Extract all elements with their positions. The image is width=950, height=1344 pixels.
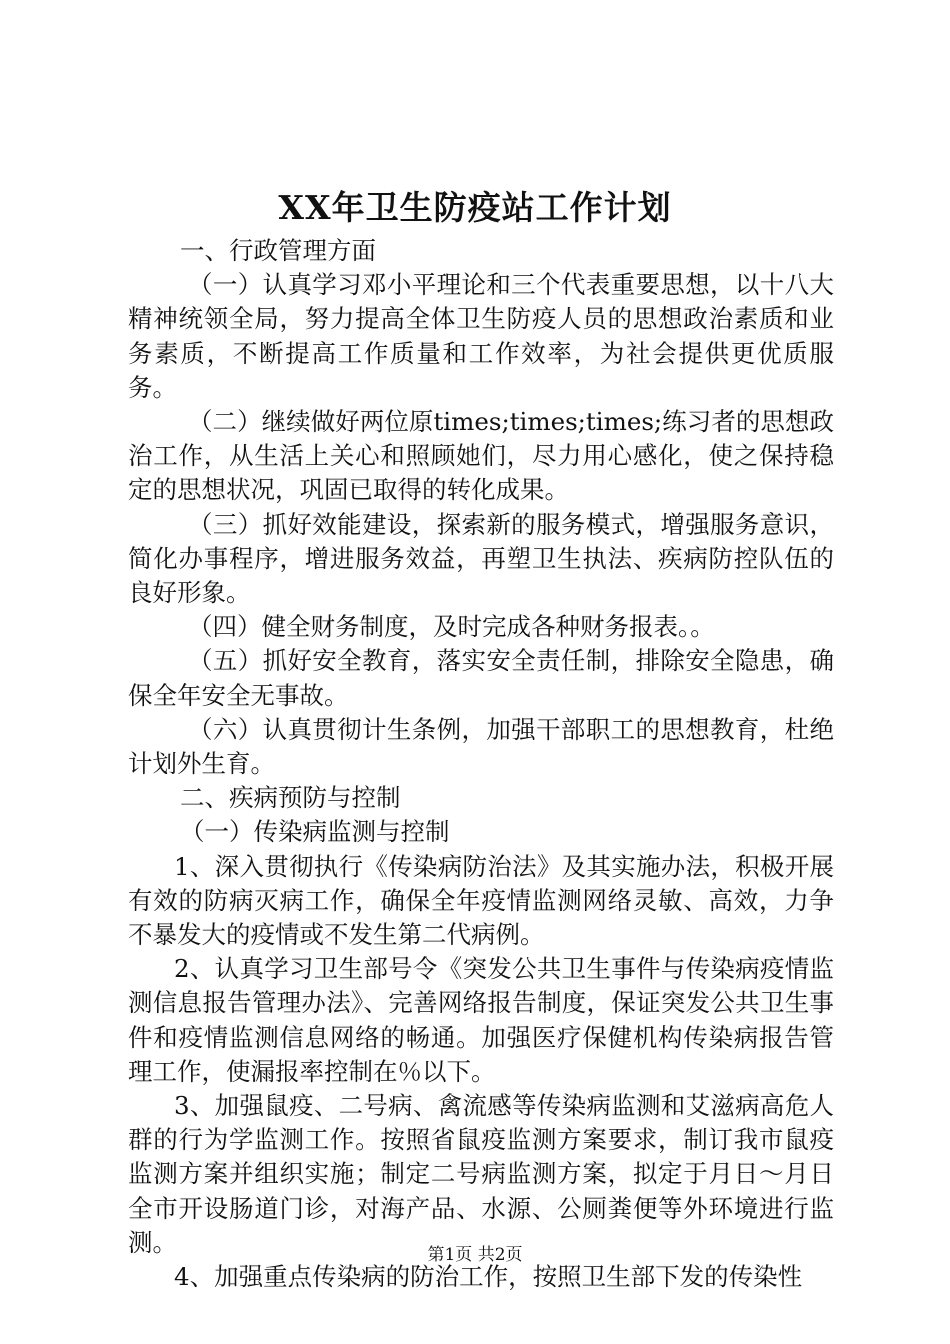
paragraph: 4、加强重点传染病的防治工作，按照卫生部下发的传染性 bbox=[174, 1262, 803, 1292]
paragraph: （一）认真学习邓小平理论和三个代表重要思想，以十八大精神统领全局，努力提高全体卫生防疫人员的思想政治素质和业务素质，不断提高工作质量和工作效率，为社会提供更优质服务。 bbox=[128, 270, 834, 402]
paragraph: 一、行政管理方面 bbox=[180, 236, 376, 265]
paragraph: （五）抓好安全教育，落实安全责任制，排除安全隐患，确保全年安全无事故。 bbox=[128, 646, 834, 710]
paragraph: （三）抓好效能建设，探索新的服务模式，增强服务意识，简化办事程序，增进服务效益，再塑卫生执法、疾病防控队伍的良好形象。 bbox=[128, 509, 834, 608]
paragraph: 3、加强鼠疫、二号病、禽流感等传染病监测和艾滋病高危人群的行为学监测工作。按照省鼠疫监测方案要求，制订我市鼠疫监测方案并组织实施；制定二号病监测方案，拟定于月日～月日全市开设肠道门诊，对海产品、水源、公厕粪便等外环境进行监测。 bbox=[128, 1091, 834, 1257]
page-number: 第1页 共2页 bbox=[427, 1245, 523, 1265]
paragraph: （四）健全财务制度，及时完成各种财务报表。。 bbox=[188, 612, 715, 642]
document-title: XX年卫生防疫站工作计划 bbox=[278, 188, 672, 227]
paragraph: 2、认真学习卫生部号令《突发公共卫生事件与传染病疫情监测信息报告管理办法》、完善网络报告制度，保证突发公共卫生事件和疫情监测信息网络的畅通。加强医疗保健机构传染病报告管理工作，使漏报率控制在％以下。 bbox=[128, 954, 834, 1086]
paragraph: （六）认真贯彻计生条例，加强干部职工的思想教育，杜绝计划外生育。 bbox=[128, 714, 834, 779]
paragraph: 1、深入贯彻执行《传染病防治法》及其实施办法，积极开展有效的防病灭病工作，确保全年疫情监测网络灵敏、高效，力争不暴发大的疫情或不发生第二代病例。 bbox=[128, 851, 834, 950]
section-heading: 二、疾病预防与控制 bbox=[180, 783, 401, 813]
paragraph: （二）继续做好两位原times;times;times;练习者的思想政治工作，从生活上关心和照顾她们，尽力用心感化，使之保持稳定的思想状况，巩固已取得的转化成果。 bbox=[128, 407, 834, 505]
document-body bbox=[128, 234, 834, 1294]
subsection-heading: （一）传染病监测与控制 bbox=[180, 817, 450, 847]
